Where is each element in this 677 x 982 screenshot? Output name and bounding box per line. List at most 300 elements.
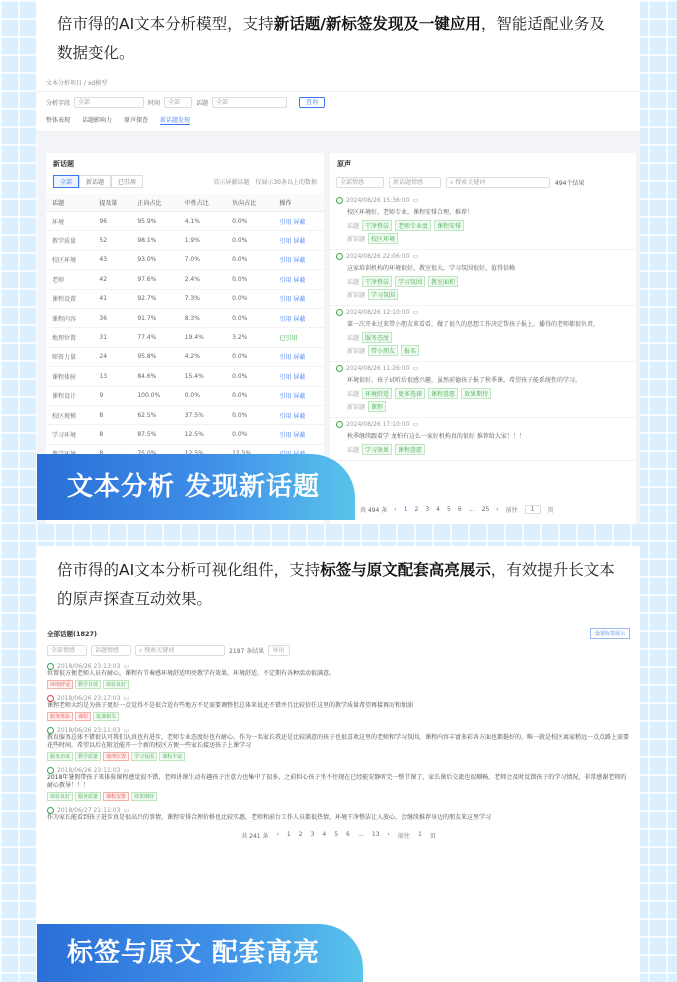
date-text: 2024/08/26 22:06:00: [346, 253, 410, 260]
banner-highlight: 标签与原文 配套高亮: [37, 924, 363, 982]
highlight-tag[interactable]: 学习氛围: [131, 752, 157, 761]
highlight-tag[interactable]: 课程丰富: [159, 752, 185, 761]
date-text: 2018/06/26 23:17:03: [57, 695, 121, 702]
topic-tag: 效果期待: [461, 388, 491, 399]
comment-tags: [47, 752, 630, 761]
topic-tag: 老师专业度: [395, 220, 431, 231]
topic-row: [336, 387, 630, 400]
page-number[interactable]: 3: [310, 831, 315, 838]
table-cell: 13: [93, 367, 131, 386]
page-number[interactable]: 25: [481, 506, 490, 513]
comments-pager: [37, 825, 640, 846]
row-label: 新话题: [347, 348, 366, 355]
topic-row: [336, 275, 630, 288]
table-cell: 84.6%: [131, 367, 178, 386]
show-blocked-checkbox[interactable]: 显示屏蔽话题: [213, 179, 250, 186]
table-row: [46, 425, 324, 444]
table-cell: 0.0%: [179, 386, 226, 405]
highlight-tag[interactable]: 服务态度: [47, 752, 73, 761]
col-header: 正向占比: [131, 194, 178, 212]
voice-pager: [348, 499, 566, 520]
panel-title: 新话题: [53, 160, 74, 168]
c-sentiment-select[interactable]: 全部情感: [47, 645, 87, 656]
voice-title: 原声: [337, 160, 351, 168]
newtopic-tag: 报名: [401, 345, 419, 356]
block-link[interactable]: 屏蔽: [293, 431, 306, 439]
result-count: 494个结果: [555, 180, 585, 187]
comment-item: [37, 804, 640, 825]
highlight-tag[interactable]: 教学有效: [75, 680, 101, 689]
comment-date: [47, 727, 630, 734]
table-cell: 4.1%: [179, 212, 226, 231]
comment-tags: [47, 792, 630, 801]
copy-icon[interactable]: ▭: [123, 695, 130, 702]
row-actions: [273, 270, 324, 289]
section1-intro: 倍市得的AI文本分析模型，支持新话题/新标签发现及一键应用，智能适配业务及数据变化。: [57, 15, 605, 62]
block-link[interactable]: 屏蔽: [293, 315, 306, 323]
comment-date: [47, 695, 630, 702]
page-number[interactable]: 3: [425, 506, 430, 513]
row-actions: [273, 250, 324, 269]
row-actions: [273, 328, 324, 347]
newtopic-row: [336, 400, 630, 413]
page-number[interactable]: 1: [403, 506, 408, 513]
table-cell: 课程设置: [46, 289, 93, 308]
col-header: 话题: [46, 194, 93, 212]
comment-item: [37, 660, 640, 692]
topic-row: [336, 219, 630, 232]
export-button[interactable]: 导出: [268, 645, 290, 656]
copy-icon[interactable]: ▭: [412, 197, 419, 204]
tab-voice[interactable]: 原声探查: [124, 117, 149, 124]
copy-icon[interactable]: ▭: [123, 727, 130, 734]
cite-link[interactable]: 引用: [279, 431, 292, 439]
page-number[interactable]: 6: [457, 506, 462, 513]
prev-icon[interactable]: ‹: [276, 831, 279, 838]
comment-text: 教育服务总体不错很认可我们认真也有进步，老师专业态度好也有耐心，作为一名家长我还是比较满意的孩子也很喜欢这里的老师和学习氛围，课程内容丰富多彩各方面也都挺好的，唯一就是校区离家稍远一点点路上需要花些时间，希望以后在附近能开一个新的校区方便一些家长接送孩子上课学习: [47, 734, 630, 749]
tab-new-topic[interactable]: 新话题发现: [160, 117, 191, 124]
table-cell: 0.0%: [226, 270, 273, 289]
comment-tags: [47, 680, 630, 689]
date-text: 2018/06/26 23:11:03: [57, 767, 121, 774]
page-unit: 页: [429, 833, 436, 840]
voice-text: 这家培训机构的环境很好，教室很大，学习氛围很好，值得信赖: [347, 265, 516, 272]
comment-date: [47, 807, 630, 814]
topic-tag: 课程意愿: [428, 388, 458, 399]
topic-tag: 环境舒适: [362, 388, 392, 399]
highlight-tag[interactable]: 服务体验: [47, 712, 73, 721]
newtopic-tag: 校区环境: [368, 233, 398, 244]
voice-panel: [330, 153, 636, 524]
voice-toolbar: [330, 175, 636, 194]
cite-link[interactable]: 引用: [279, 315, 292, 323]
comment-tags: [47, 712, 630, 721]
cite-link[interactable]: 引用: [279, 257, 292, 265]
next-icon[interactable]: ›: [496, 506, 499, 513]
table-cell: 19.4%: [179, 328, 226, 347]
voice-date: [336, 253, 630, 260]
page-number[interactable]: 6: [346, 831, 350, 838]
row-label: 话题: [347, 447, 360, 454]
section-card-topics: [37, 0, 640, 524]
copy-icon[interactable]: ▭: [412, 309, 419, 316]
seg-cited[interactable]: 已引用: [111, 175, 143, 188]
row-actions: [273, 308, 324, 327]
table-cell: 43: [93, 250, 131, 269]
table-row: [46, 367, 324, 386]
table-cell: 96: [93, 212, 131, 231]
newtopic-tag: 学习氛围: [368, 289, 398, 300]
tab-overall[interactable]: 整体表现: [46, 117, 71, 124]
table-cell: 师资力量: [46, 347, 93, 366]
table-cell: 8.3%: [179, 308, 226, 327]
row-actions: [273, 386, 324, 405]
copy-icon[interactable]: ▭: [123, 807, 130, 814]
highlight-tag[interactable]: 课程: [75, 712, 91, 721]
prev-icon[interactable]: ‹: [394, 506, 397, 513]
block-link[interactable]: 屏蔽: [293, 257, 306, 265]
date-text: 2018/06/27 21:11:03: [57, 807, 121, 814]
voice-item: [330, 306, 636, 362]
table-cell: 42: [93, 270, 131, 289]
newtopic-row: [336, 288, 630, 301]
tab-influence[interactable]: 话题影响力: [82, 117, 113, 124]
copy-icon[interactable]: ▭: [123, 767, 130, 774]
comment-text: 课程老师大约是为孩子更好一点觉得不是很合适有些地方不足需要调整但总体来说还不错并且比较信任这里的教学质量希望再接再厉和加油: [47, 702, 414, 709]
table-cell: 87.5%: [131, 425, 178, 444]
table-cell: 7.3%: [179, 289, 226, 308]
topic-tag: 更多选择: [395, 388, 425, 399]
table-cell: 0.0%: [226, 289, 273, 308]
copy-icon[interactable]: ▭: [123, 663, 130, 670]
voice-item: [330, 418, 636, 461]
voice-date: [336, 365, 630, 372]
table-cell: 8: [93, 425, 131, 444]
highlight-tag[interactable]: 环境舒适: [47, 680, 73, 689]
topic-row: [336, 443, 630, 456]
row-label: 新话题: [347, 404, 366, 411]
page-number[interactable]: 5: [447, 506, 451, 513]
col-header: 提及量: [93, 194, 131, 212]
next-icon[interactable]: ›: [387, 831, 390, 838]
table-cell: 校区规模: [46, 405, 93, 424]
copy-icon[interactable]: ▭: [412, 365, 419, 372]
table-cell: 环境: [46, 212, 93, 231]
block-link[interactable]: 屏蔽: [293, 393, 306, 401]
goto-label: 前往: [397, 833, 410, 840]
table-cell: 地理位置: [46, 328, 93, 347]
row-label: 话题: [347, 391, 360, 398]
comments-toolbar: [37, 643, 640, 660]
smile-icon: [47, 727, 54, 734]
cite-link[interactable]: 引用: [279, 354, 292, 362]
table-cell: 3.2%: [226, 328, 273, 347]
voice-text: 环境很好，孩子试听后很感兴趣，虽然前德孩子报了秋季课。希望孩子能系统性的学习。: [347, 377, 582, 384]
table-cell: 课程内容: [46, 308, 93, 327]
smile-icon: [336, 197, 343, 204]
table-cell: 教学质量: [46, 231, 93, 250]
block-link[interactable]: 屏蔽: [293, 218, 306, 226]
cite-link[interactable]: 引用: [279, 412, 292, 420]
pager-total: 共 494 条: [360, 507, 388, 514]
comment-text: 2018年暑假带孩子来体验课程感觉很不错，老师讲课生动有趣孩子注意力也集中了很多，之前担心孩子坐不住现在已经能安静听完一整节课了，家长课后交流也很顺畅，老师会及时反馈孩子的学习情况，非常感谢老师的耐心教导！！！: [47, 774, 627, 789]
row-actions: [273, 405, 324, 424]
table-row: [46, 231, 324, 250]
row-label: 新话题: [347, 292, 366, 299]
row-actions: [273, 289, 324, 308]
table-cell: 8: [93, 405, 131, 424]
filter-bar: 分析字段 全部 时间 全部 话题 全部 查询: [37, 92, 640, 113]
table-cell: 4.2%: [179, 347, 226, 366]
smile-icon: [336, 421, 343, 428]
page-number[interactable]: 1: [286, 831, 291, 838]
col-header: 操作: [273, 194, 324, 212]
date-text: 2024/08/26 11:26:00: [346, 365, 410, 372]
row-actions: [273, 347, 324, 366]
table-cell: 0.0%: [226, 250, 273, 269]
topic-row: [336, 331, 630, 344]
table-cell: 0.0%: [226, 367, 273, 386]
cited-badge: 已引用: [279, 335, 298, 343]
row-label: 话题: [347, 279, 360, 286]
table-cell: 0.0%: [226, 212, 273, 231]
table-cell: 7.0%: [179, 250, 226, 269]
min30-checkbox[interactable]: 仅展示30条以上的数据: [255, 179, 317, 186]
block-link[interactable]: 屏蔽: [293, 276, 306, 284]
comment-text: 位置很方便老师人员有耐心，课程有节奏感环境舒适明亮教学有效果，环境舒适，不定期有各种活动很满意。: [47, 670, 336, 677]
comment-text: 作为家长能看到孩子进步真是很高兴的事情，课程安排合理价格也比较实惠，老师和前台工作人员都很热情，环境干净整洁让人放心，会继续推荐身边的朋友来这里学习: [47, 814, 492, 821]
c-topic-select[interactable]: 话题情感: [91, 645, 131, 656]
time-select[interactable]: 全部: [164, 97, 192, 108]
table-row: [46, 250, 324, 269]
table-cell: 93.0%: [131, 250, 178, 269]
page-number[interactable]: 2: [414, 506, 419, 513]
page-input[interactable]: 1: [417, 831, 422, 838]
section2-intro: 倍市得的AI文本分析可视化组件，支持标签与原文配套高亮展示，有效提升长文本的原声探查互动效果。: [57, 561, 615, 608]
voice-item: [330, 194, 636, 250]
table-cell: 校区环境: [46, 250, 93, 269]
table-cell: 37.5%: [179, 405, 226, 424]
newtopic-tag: 课程: [368, 401, 386, 412]
topic-tag: 课程安排: [434, 220, 464, 231]
topic-tag: 学习效果: [362, 444, 392, 455]
row-label: 话题: [347, 223, 360, 230]
table-row: [46, 347, 324, 366]
date-text: 2024/08/26 17:10:00: [346, 421, 410, 428]
date-text: 2018/06/26 23:11:03: [57, 727, 121, 734]
comment-item: [37, 724, 640, 764]
highlight-tag[interactable]: 报课相关: [93, 712, 119, 721]
table-cell: 老师: [46, 270, 93, 289]
table-cell: 0.0%: [226, 308, 273, 327]
row-label: 新话题: [347, 236, 366, 243]
page-number[interactable]: 4: [436, 506, 440, 513]
table-row: [46, 405, 324, 424]
cite-link[interactable]: 引用: [279, 393, 292, 401]
table-cell: 课程体验: [46, 367, 93, 386]
seg-new[interactable]: 新话题: [79, 175, 111, 188]
table-row: [46, 308, 324, 327]
block-link[interactable]: 屏蔽: [293, 373, 306, 381]
row-actions: [273, 367, 324, 386]
page-number[interactable]: 13: [371, 831, 380, 838]
table-cell: 92.7%: [131, 289, 178, 308]
table-cell: 0.0%: [226, 425, 273, 444]
highlight-tag[interactable]: 教学质量: [75, 752, 101, 761]
newtopic-tag: 带小朋友: [368, 345, 398, 356]
col-header: 中性占比: [179, 194, 226, 212]
table-cell: 91.7%: [131, 308, 178, 327]
table-row: [46, 212, 324, 231]
topic-select[interactable]: 全部: [212, 97, 287, 108]
table-cell: 0.0%: [226, 347, 273, 366]
date-text: 2024/08/26 15:36:00: [346, 197, 410, 204]
row-actions: [273, 425, 324, 444]
cite-link[interactable]: 引用: [279, 218, 292, 226]
table-cell: 15.4%: [179, 367, 226, 386]
topic-tag: 服务态度: [362, 332, 392, 343]
field-select[interactable]: 全部: [74, 97, 144, 108]
smile-icon: [336, 253, 343, 260]
table-cell: 12.5%: [179, 425, 226, 444]
newtopic-row: [336, 232, 630, 245]
smile-icon: [336, 309, 343, 316]
comment-list: [37, 660, 640, 825]
row-label: 话题: [347, 335, 360, 342]
newtopic-row: [336, 344, 630, 357]
highlight-tag[interactable]: 体验良好: [103, 680, 129, 689]
highlight-tag[interactable]: 效果期待: [131, 792, 157, 801]
page-number[interactable]: 4: [322, 831, 327, 838]
tag-settings-button[interactable]: 设置标签展示: [590, 628, 630, 639]
table-cell: 41: [93, 289, 131, 308]
table-row: [46, 289, 324, 308]
row-actions: [273, 212, 324, 231]
voice-item: [330, 362, 636, 418]
cite-link[interactable]: 引用: [279, 296, 292, 304]
copy-icon[interactable]: ▭: [412, 253, 419, 260]
block-link[interactable]: 屏蔽: [293, 412, 306, 420]
comment-item: [37, 692, 640, 724]
table-row: [46, 328, 324, 347]
table-cell: 95.8%: [131, 347, 178, 366]
keyword-search-input[interactable]: ⌕ 搜索关键词: [446, 177, 550, 188]
table-cell: 0.0%: [226, 231, 273, 250]
topic-tag: 学习氛围: [395, 276, 425, 287]
block-link[interactable]: 屏蔽: [293, 354, 306, 362]
voice-list: [330, 194, 636, 461]
table-cell: 9: [93, 386, 131, 405]
page-number[interactable]: 5: [334, 831, 339, 838]
cite-link[interactable]: 引用: [279, 238, 292, 246]
date-text: 2018/06/26 23:13:03: [57, 663, 121, 670]
table-row: [46, 386, 324, 405]
table-cell: 95.9%: [131, 212, 178, 231]
voice-text: 校区环境好，老师专业，课程安排合理，推荐！: [347, 209, 474, 216]
table-cell: 0.0%: [226, 405, 273, 424]
c-search-input[interactable]: ⌕ 搜索关键词: [135, 645, 225, 656]
page-input[interactable]: 1: [525, 505, 541, 514]
goto-label: 前往: [505, 507, 518, 514]
table-cell: 62.5%: [131, 405, 178, 424]
highlight-tag[interactable]: 体验良好: [47, 792, 73, 801]
topic-tag: 干净整洁: [362, 276, 392, 287]
block-link[interactable]: 屏蔽: [293, 296, 306, 304]
new-topic-sentiment-select[interactable]: 新话题情感: [389, 177, 441, 188]
comment-date: [47, 767, 630, 774]
table-cell: 1.9%: [179, 231, 226, 250]
c-count: 2197 条结果: [229, 648, 265, 655]
highlight-tag[interactable]: 地理位置: [103, 752, 129, 761]
table-row: [46, 270, 324, 289]
voice-text: 第一次开业过来带小朋友来看看，做了很久的思想工作决定帮孩子报上。播得的老师都很负责。: [347, 321, 600, 328]
page-unit: 页: [547, 507, 554, 514]
table-cell: 98.1%: [131, 231, 178, 250]
topic-tag: 课程意愿: [395, 444, 425, 455]
date-text: 2024/08/26 12:10:00: [346, 309, 410, 316]
sentiment-select[interactable]: 全部情感: [336, 177, 384, 188]
voice-date: [336, 309, 630, 316]
block-link[interactable]: 屏蔽: [293, 238, 306, 246]
cite-link[interactable]: 引用: [279, 276, 292, 284]
pager-total: 共 241 条: [241, 833, 269, 840]
page-number[interactable]: 2: [298, 831, 303, 838]
smile-icon: [47, 663, 54, 670]
topic-tag: 教室面积: [428, 276, 458, 287]
topic-tag: 干净整洁: [362, 220, 392, 231]
topics-table: [46, 194, 324, 464]
copy-icon[interactable]: ▭: [412, 421, 419, 428]
smile-icon: [47, 807, 54, 814]
voice-date: [336, 197, 630, 204]
table-cell: 36: [93, 308, 131, 327]
page-number[interactable]: …: [357, 831, 364, 838]
highlight-tag[interactable]: 课程安排: [103, 792, 129, 801]
cite-link[interactable]: 引用: [279, 373, 292, 381]
table-cell: 97.6%: [131, 270, 178, 289]
table-cell: 52: [93, 231, 131, 250]
smile-icon: [47, 767, 54, 774]
app-screenshot-topics: [37, 75, 640, 524]
voice-text: 秋季继续跟着学 龙柏有这么一家好机构真的很好 推荐给大家！！！: [347, 433, 525, 440]
voice-item: [330, 250, 636, 306]
seg-all[interactable]: 全部: [53, 175, 79, 188]
table-cell: 31: [93, 328, 131, 347]
table-cell: 2.4%: [179, 270, 226, 289]
comment-date: [47, 663, 630, 670]
row-actions: [273, 231, 324, 250]
smile-icon: [336, 365, 343, 372]
tab-bar: [37, 113, 640, 132]
highlight-tag[interactable]: 服务质量: [75, 792, 101, 801]
query-button[interactable]: 查询: [299, 97, 325, 108]
smile-icon: [47, 695, 54, 702]
table-cell: 学习环境: [46, 425, 93, 444]
comment-item: [37, 764, 640, 804]
segment-control: [46, 175, 324, 188]
col-header: 负向占比: [226, 194, 273, 212]
comments-title: 全部话题(1827): [47, 630, 98, 638]
table-cell: 课程设计: [46, 386, 93, 405]
breadcrumb: 文本分析项目 / xd模型: [37, 75, 640, 92]
table-cell: 100.0%: [131, 386, 178, 405]
page-number[interactable]: …: [468, 506, 475, 513]
section-card-highlight: [37, 546, 640, 982]
banner-discover: 文本分析 发现新话题: [37, 454, 355, 520]
table-cell: 0.0%: [226, 386, 273, 405]
table-cell: 24: [93, 347, 131, 366]
table-cell: 77.4%: [131, 328, 178, 347]
